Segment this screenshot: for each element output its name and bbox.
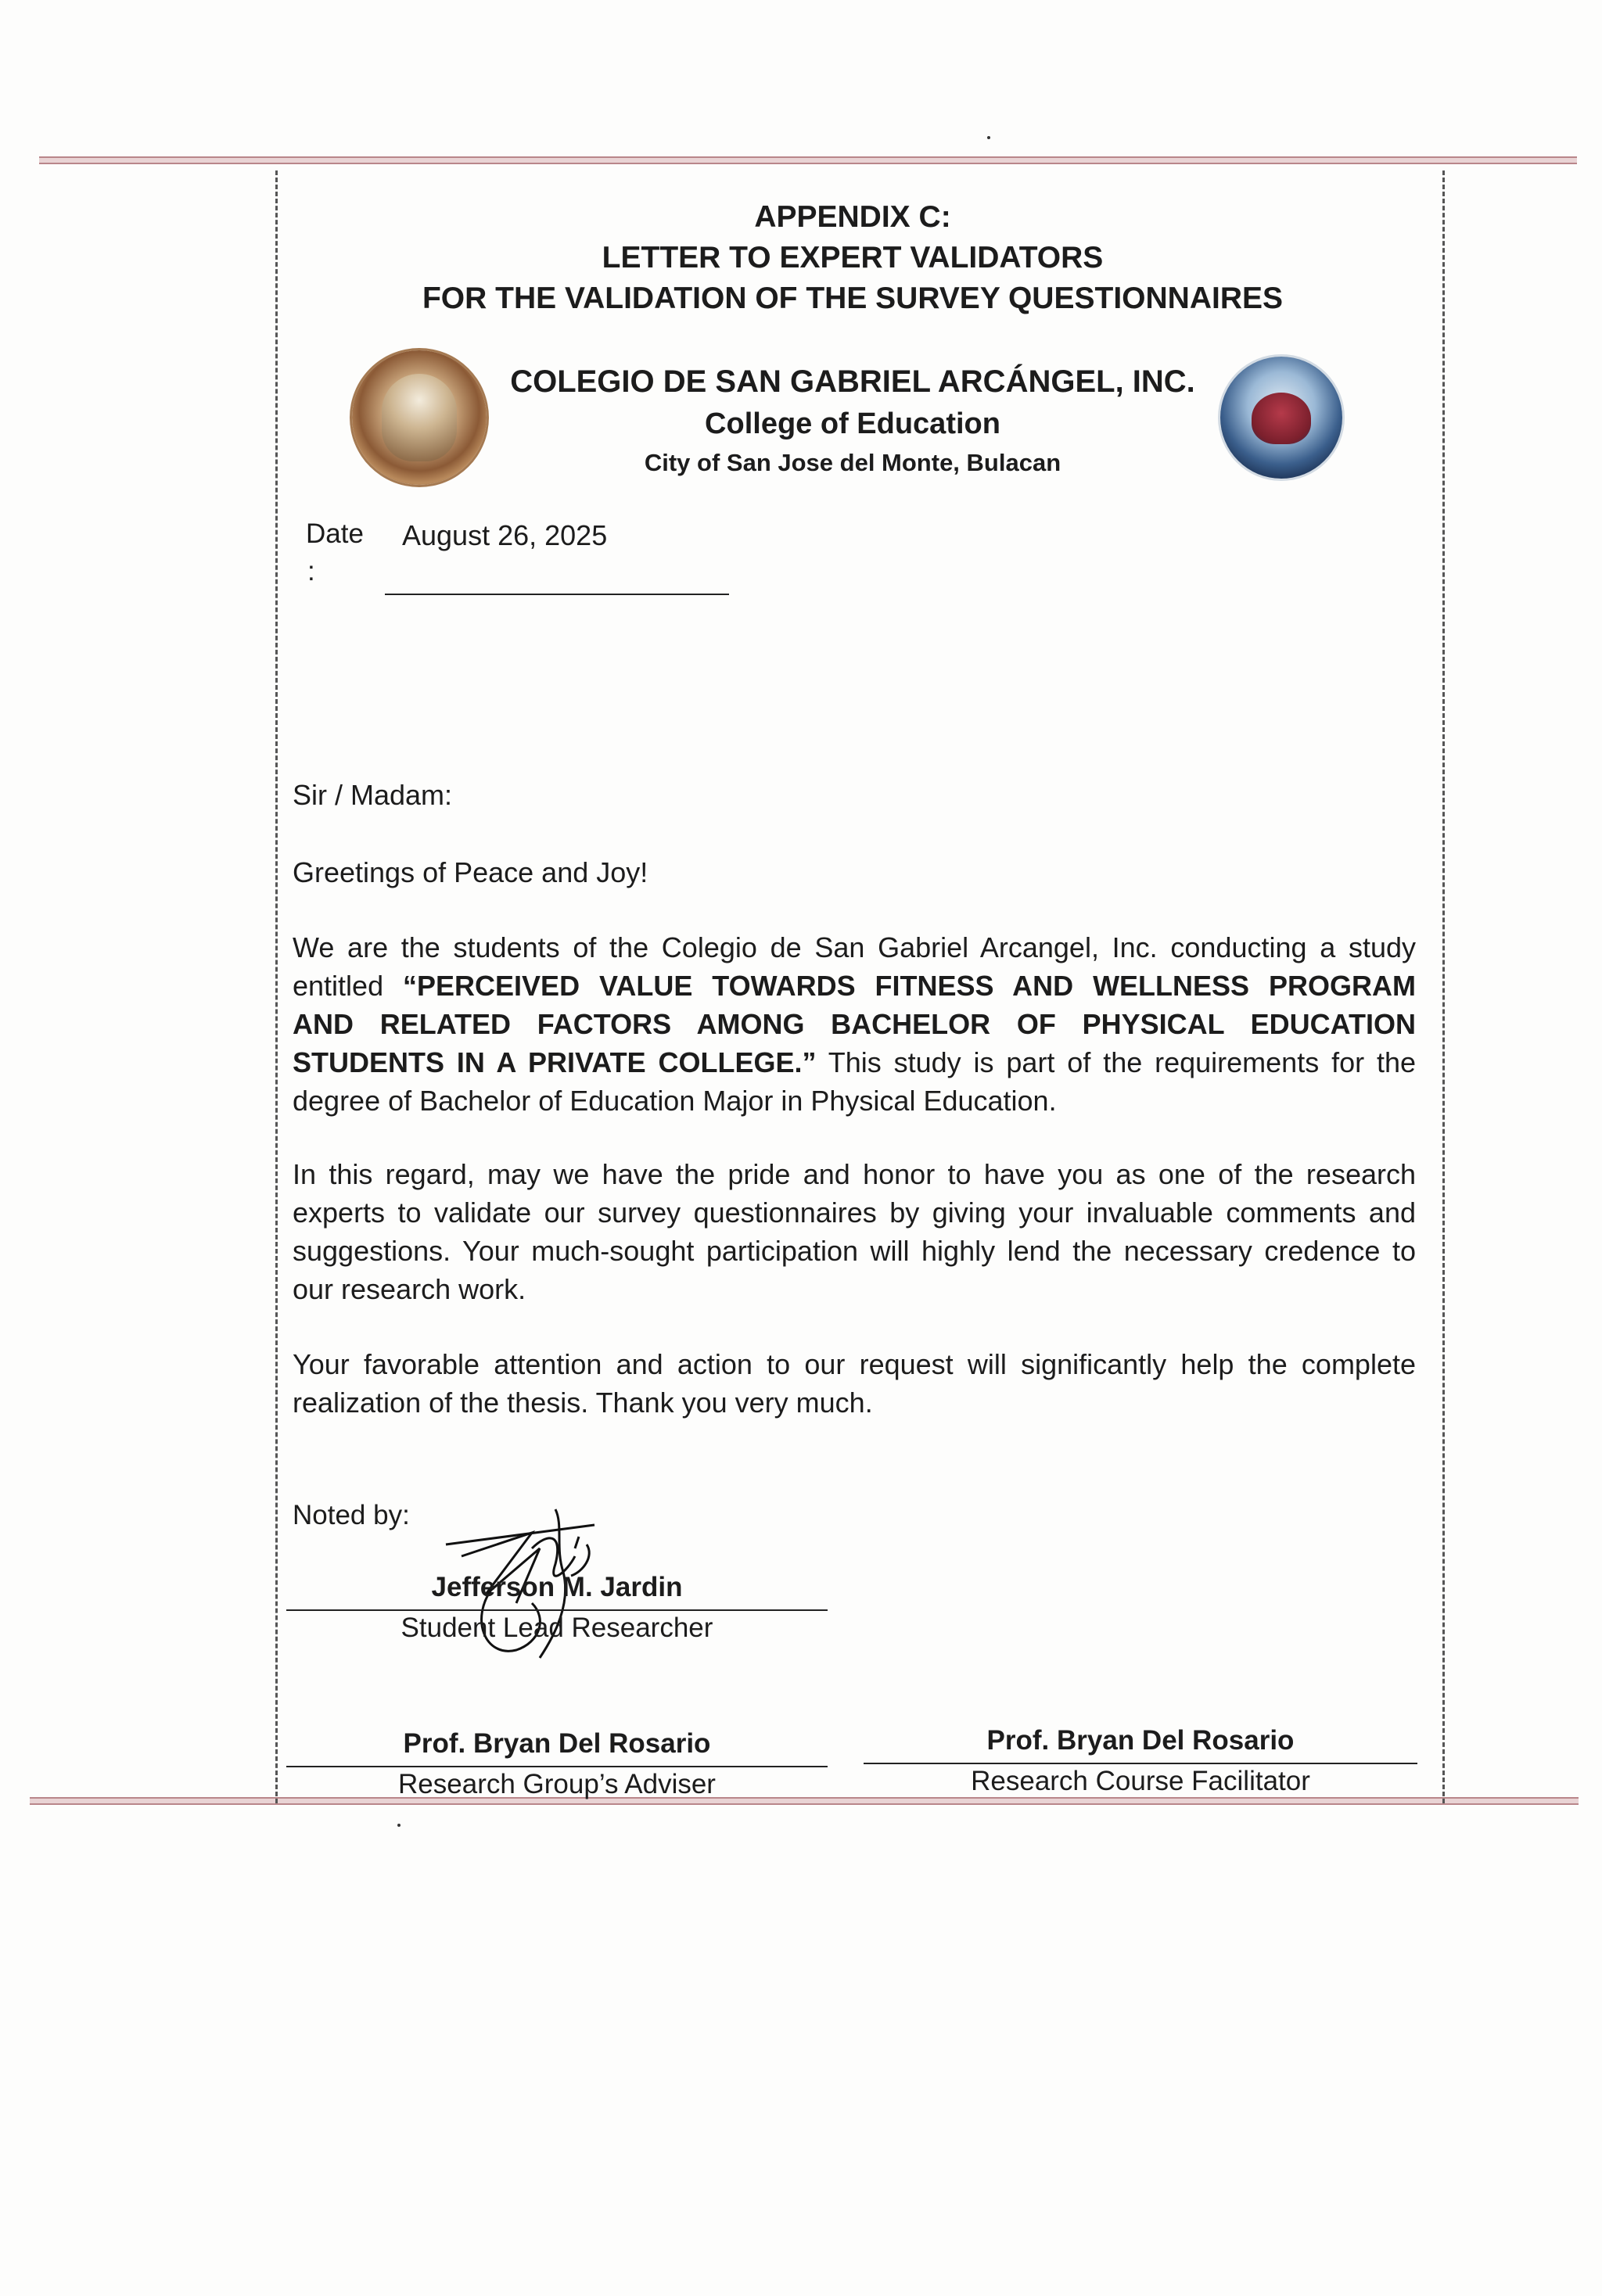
appendix-subtitle: LETTER TO EXPERT VALIDATORS [602,241,1104,274]
study-title-line: AND RELATED FACTORS AMONG BACHELOR OF PHYSICAL EDUCATION [293,1008,1416,1040]
date-label: Date [306,518,364,549]
date-underline [385,594,729,595]
lead-researcher-role: Student Lead Researcher [400,1613,713,1643]
study-title: “PERCEIVED VALUE TOWARDS FITNESS AND WELLNESS PROGRAM [403,970,1416,1002]
paragraph-line: degree of Bachelor of Education Major in Physical Education. [293,1085,1057,1117]
top-decorative-rule [39,156,1577,164]
adviser-name: Prof. Bryan Del Rosario [403,1728,711,1759]
adviser-role: Research Group’s Adviser [398,1769,716,1799]
lead-researcher-name: Jefferson M. Jardin [431,1572,683,1602]
adviser-signature-line [286,1766,828,1767]
lead-signature-line [286,1609,828,1611]
paragraph-study-intro [293,928,1416,1120]
date-colon: : [307,556,315,587]
paragraph-line: realization of the thesis. Thank you very much. [293,1387,873,1419]
college-name: College of Education [705,407,1000,440]
speck [397,1824,400,1827]
facilitator-signature-line [864,1763,1417,1764]
paragraph-line: our research work. [293,1273,526,1305]
facilitator-role: Research Course Facilitator [971,1766,1310,1796]
study-title-end: STUDENTS IN A PRIVATE COLLEGE.” [293,1046,817,1078]
paragraph-line [293,967,1416,1005]
salutation: Sir / Madam: [293,779,453,811]
paragraph-line: We are the students of the Colegio de San Gabriel Arcangel, Inc. conducting a study [293,931,1416,963]
paragraph-line [293,1043,1416,1082]
paragraph-line: Your favorable attention and action to our request will significantly help the complete [293,1348,1416,1380]
greeting: Greetings of Peace and Joy! [293,856,648,888]
paragraph-text: entitled [293,970,404,1002]
speck [987,136,990,139]
institution-location: City of San Jose del Monte, Bulacan [644,449,1061,476]
appendix-subtitle-2: FOR THE VALIDATION OF THE SURVEY QUESTIONNAIRES [422,282,1284,315]
paragraph-closing [293,1345,1416,1422]
noted-by-label: Noted by: [293,1500,410,1530]
paragraph-text: This study is part of the requirements for the [816,1046,1417,1078]
facilitator-name: Prof. Bryan Del Rosario [986,1725,1295,1756]
date-value: August 26, 2025 [402,519,608,551]
institution-name: COLEGIO DE SAN GABRIEL ARCÁNGEL, INC. [510,364,1195,399]
paragraph-request [293,1155,1416,1308]
appendix-title: APPENDIX C: [754,200,951,234]
paragraph-line: suggestions. Your much-sought participation will highly lend the necessary credence to [293,1235,1416,1267]
paragraph-line: In this regard, may we have the pride and honor to have you as one of the research [293,1158,1416,1190]
paragraph-line: experts to validate our survey questionnaires by giving your invaluable comments and [293,1196,1416,1229]
